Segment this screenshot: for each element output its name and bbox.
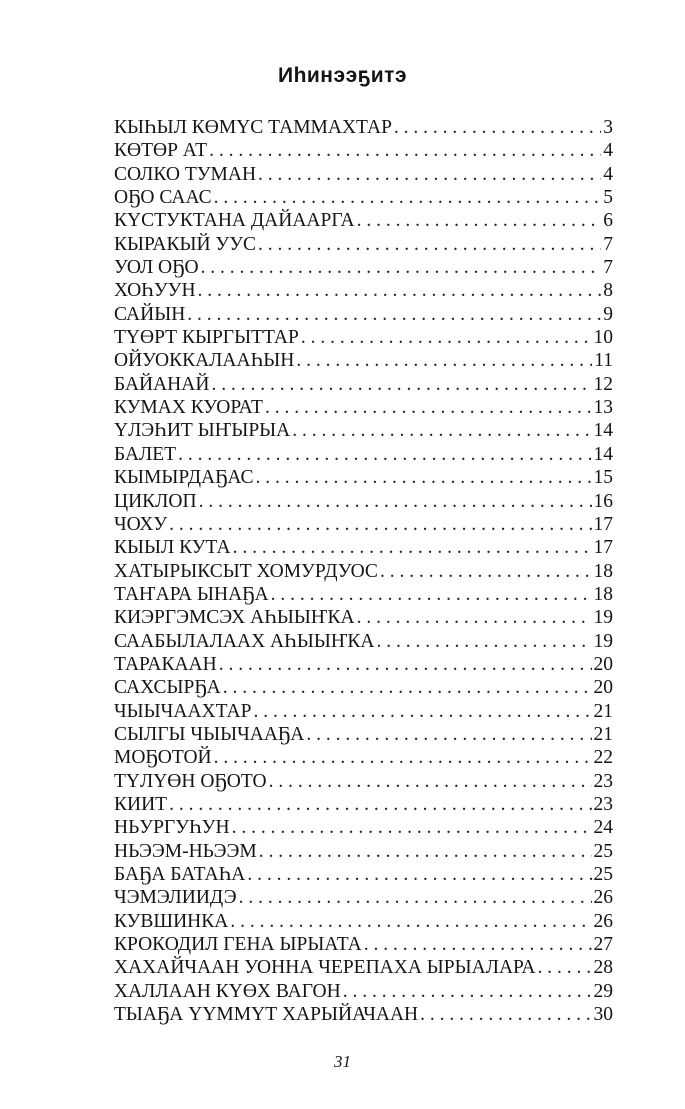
- toc-entry-title: КЫМЫРДАҔАС: [114, 467, 254, 489]
- toc-entry: [114, 443, 613, 466]
- toc-entry: [114, 653, 613, 676]
- toc-entry-page: 10: [593, 327, 613, 349]
- dot-leader: [296, 349, 592, 372]
- toc-entry-page: 7: [603, 257, 613, 279]
- toc-entry: [114, 746, 613, 769]
- toc-entry-title: ТҮЛҮӨН ОҔОТО: [114, 770, 267, 792]
- toc-entry: [114, 163, 613, 186]
- dot-leader: [301, 326, 592, 349]
- toc-entry-title: ХАХАЙЧААН УОННА ЧЕРЕПАХА ЫРЫАЛАРА: [114, 957, 536, 979]
- dot-leader: [306, 723, 591, 746]
- toc-entry-title: ХАТЫРЫКСЫТ ХОМУРДУОС: [114, 560, 378, 582]
- toc-entry: [114, 326, 613, 349]
- toc-entry-page: 28: [593, 957, 613, 979]
- toc-entry: [114, 303, 613, 326]
- toc-entry: [114, 816, 613, 839]
- dot-leader: [256, 466, 592, 489]
- toc-entry-page: 26: [593, 887, 613, 909]
- dot-leader: [169, 793, 591, 816]
- toc-entry-page: 19: [593, 607, 613, 629]
- toc-entry-page: 25: [593, 840, 613, 862]
- dot-leader: [211, 373, 591, 396]
- dot-leader: [258, 233, 601, 256]
- toc-entry-page: 27: [593, 934, 613, 956]
- toc-entry-page: 21: [593, 700, 613, 722]
- toc-entry-page: 11: [594, 350, 613, 372]
- toc-entry-page: 8: [603, 280, 613, 302]
- toc-entry-title: КИИТ: [114, 793, 168, 815]
- toc-entry-title: МОҔОТОЙ: [114, 747, 212, 769]
- toc-entry: [114, 466, 613, 489]
- dot-leader: [377, 630, 592, 653]
- toc-entry: [114, 956, 613, 979]
- toc-entry-page: 29: [593, 980, 613, 1002]
- toc-entry-page: 23: [593, 793, 613, 815]
- toc-entry-title: КЫРАКЫЙ УУС: [114, 233, 257, 255]
- dot-leader: [201, 256, 602, 279]
- toc-entry: [114, 209, 613, 232]
- toc-entry: [114, 536, 613, 559]
- toc-entry: [114, 139, 613, 162]
- toc-entry-title: ЧЫЫЧААХТАР: [114, 700, 252, 722]
- toc-entry-page: 4: [603, 140, 613, 162]
- toc-entry: [114, 723, 613, 746]
- toc-entry: [114, 186, 613, 209]
- toc-entry-title: БАЛЕТ: [114, 443, 177, 465]
- dot-leader: [178, 443, 591, 466]
- toc-entry-title: СОЛКО ТУМАН: [114, 163, 257, 185]
- toc-entry-title: КУМАХ КУОРАТ: [114, 397, 263, 419]
- toc-entry-page: 5: [603, 187, 613, 209]
- dot-leader: [214, 746, 592, 769]
- toc-entry-page: 24: [593, 817, 613, 839]
- dot-leader: [357, 606, 592, 629]
- toc-entry: [114, 419, 613, 442]
- toc-entry-title: ҮЛЭҺИТ ЫҤЫРЫА: [114, 420, 291, 442]
- toc-entry: [114, 933, 613, 956]
- toc-entry-page: 20: [593, 677, 613, 699]
- toc-entry-page: 30: [593, 1004, 613, 1026]
- dot-leader: [253, 700, 591, 723]
- toc-entry-title: САХСЫРҔА: [114, 677, 221, 699]
- dot-leader: [219, 653, 592, 676]
- toc-entry: [114, 980, 613, 1003]
- dot-leader: [199, 490, 592, 513]
- toc-entry: [114, 1003, 613, 1026]
- toc-entry-page: 14: [593, 443, 613, 465]
- toc-entry-title: ТАРАКААН: [114, 653, 217, 675]
- dot-leader: [265, 396, 592, 419]
- toc-entry-title: ТАҤАРА ЫНАҔА: [114, 583, 269, 605]
- dot-leader: [258, 163, 601, 186]
- toc-entry-title: СЫЛГЫ ЧЫЫЧААҔА: [114, 723, 305, 745]
- toc-entry-title: ОЙУОККАЛААҺЫН: [114, 350, 295, 372]
- toc-entry-page: 15: [593, 467, 613, 489]
- toc-entry-page: 20: [593, 653, 613, 675]
- toc-entry: [114, 560, 613, 583]
- toc-entry-page: 22: [593, 747, 613, 769]
- toc-entry-page: 14: [593, 420, 613, 442]
- toc-entry-title: ОҔО СААС: [114, 187, 212, 209]
- toc-entry-page: 13: [593, 397, 613, 419]
- toc-entry-title: СААБЫЛАЛААХ АҺЫЫҤКА: [114, 630, 375, 652]
- toc-entry-title: БАҔА БАТАҺА: [114, 864, 246, 885]
- toc-entry: [114, 490, 613, 513]
- toc-entry-title: ЦИКЛОП: [114, 490, 197, 512]
- dot-leader: [223, 676, 592, 699]
- page-title: Иһинээҕитэ: [277, 64, 408, 87]
- toc-entry-page: 12: [593, 373, 613, 395]
- dot-leader: [292, 419, 591, 442]
- dot-leader: [230, 910, 591, 933]
- toc-entry-page: 26: [593, 910, 613, 932]
- toc-entry: [114, 256, 613, 279]
- dot-leader: [380, 560, 592, 583]
- toc-entry-title: УОЛ ОҔО: [114, 257, 199, 279]
- toc-entry-title: КУВШИНКА: [114, 910, 229, 932]
- toc-entry: [114, 583, 613, 606]
- dot-leader: [364, 933, 592, 956]
- toc-entry-page: 3: [603, 117, 613, 138]
- toc-entry: [114, 886, 613, 909]
- toc-entry-title: КӨТӨР АТ: [114, 140, 208, 162]
- toc-entry: [114, 676, 613, 699]
- toc-entry-title: САЙЫН: [114, 303, 186, 325]
- toc-entry-title: БАЙАНАЙ: [114, 373, 210, 395]
- dot-leader: [214, 186, 602, 209]
- toc-entry: [114, 233, 613, 256]
- toc-entry: [114, 606, 613, 629]
- dot-leader: [187, 303, 601, 326]
- toc-entry: [114, 349, 613, 372]
- toc-entry-page: 19: [593, 630, 613, 652]
- toc-entry-page: 23: [593, 770, 613, 792]
- toc-entry: [114, 396, 613, 419]
- toc-entry-title: КИЭРГЭМСЭХ АҺЫЫҤКА: [114, 607, 355, 629]
- toc-entry-page: 17: [593, 537, 613, 559]
- toc-entry-title: ЧЭМЭЛИИДЭ: [114, 887, 237, 909]
- dot-leader: [169, 513, 591, 536]
- toc-entry: [114, 793, 613, 816]
- toc-entry: [114, 373, 613, 396]
- toc-entry: [114, 513, 613, 536]
- dot-leader: [394, 116, 601, 139]
- toc-entry: [114, 863, 613, 886]
- toc-entry: [114, 116, 613, 139]
- toc-entry-page: 4: [603, 163, 613, 185]
- toc-entry-page: 18: [593, 560, 613, 582]
- toc-entry-page: 21: [593, 723, 613, 745]
- dot-leader: [537, 956, 591, 979]
- toc-entry: [114, 700, 613, 723]
- toc-entry-title: ХОҺУУН: [114, 280, 196, 302]
- toc-entry: [114, 840, 613, 863]
- dot-leader: [209, 139, 601, 162]
- page-number: 31: [334, 1052, 351, 1071]
- dot-leader: [198, 279, 602, 302]
- dot-leader: [232, 816, 592, 839]
- toc-entry: [114, 279, 613, 302]
- dot-leader: [343, 980, 592, 1003]
- dot-leader: [233, 536, 592, 559]
- toc-entry-title: ТЫАҔА ҮҮММҮТ ХАРЫЙАЧААН: [114, 1004, 419, 1026]
- toc-entry-page: 6: [603, 210, 613, 232]
- toc-entry-page: 17: [593, 513, 613, 535]
- toc-entry-title: ЧОХУ: [114, 513, 168, 535]
- toc-entry-page: 9: [603, 303, 613, 325]
- dot-leader: [259, 840, 592, 863]
- dot-leader: [247, 863, 591, 886]
- toc-entry-title: НЬЭЭМ-НЬЭЭМ: [114, 840, 257, 862]
- toc-entry-title: НЬУРГУҺУН: [114, 817, 230, 839]
- dot-leader: [239, 886, 592, 909]
- dot-leader: [420, 1003, 591, 1026]
- toc-entry-page: 7: [603, 233, 613, 255]
- toc-entry-title: КРОКОДИЛ ГЕНА ЫРЫАТА: [114, 934, 362, 956]
- toc-entry-title: ТҮӨРТ КЫРГЫТТАР: [114, 327, 299, 349]
- dot-leader: [269, 770, 592, 793]
- toc-entry-title: КЫЫЛ КУТА: [114, 537, 231, 559]
- table-of-contents: [114, 116, 613, 1026]
- toc-entry: [114, 630, 613, 653]
- toc-entry-page: 18: [593, 583, 613, 605]
- toc-entry-page: 25: [593, 864, 613, 885]
- dot-leader: [357, 209, 602, 232]
- toc-entry-title: ХАЛЛААН КҮӨХ ВАГОН: [114, 980, 341, 1002]
- dot-leader: [271, 583, 592, 606]
- toc-entry-page: 16: [593, 490, 613, 512]
- toc-entry-title: КҮСТУКТАНА ДАЙААРГА: [114, 210, 355, 232]
- toc-entry: [114, 770, 613, 793]
- toc-entry: [114, 910, 613, 933]
- toc-entry-title: КЫҺЫЛ КӨМҮС ТАММАХТАР: [114, 117, 392, 138]
